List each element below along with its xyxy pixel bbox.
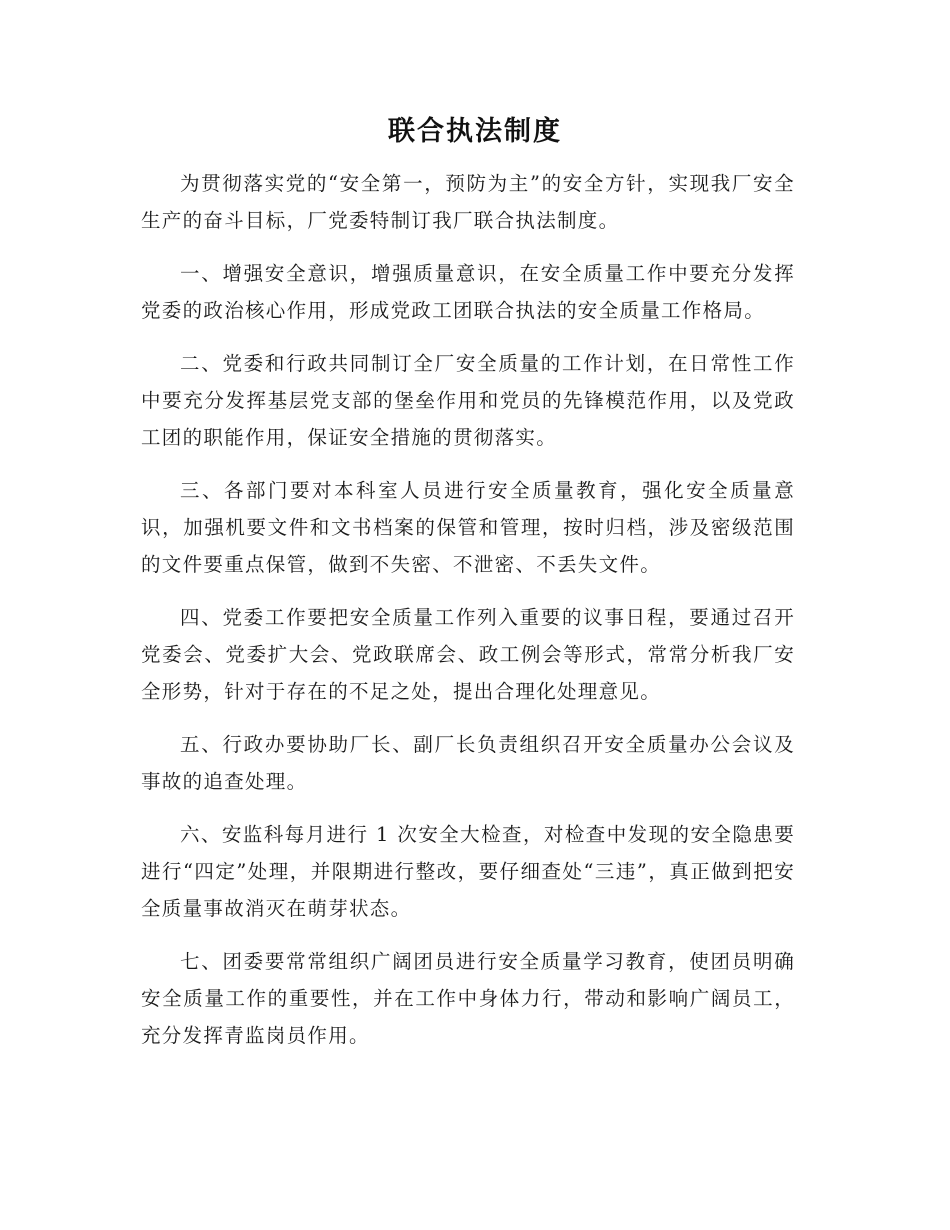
paragraph-item-4: 四、党委工作要把安全质量工作列入重要的议事日程，要通过召开党委会、党委扩大会、党政联席会、政工例会等形式，常常分析我厂安全形势，针对于存在的不足之处，提出合理化处理意见。 (141, 606, 795, 703)
paragraph-item-6: 六、安监科每月进行 1 次安全大检查，对检查中发现的安全隐患要进行“四定”处理，并限期进行整改，要仔细查处“三违”，真正做到把安全质量事故消灭在萌芽状态。 (141, 823, 795, 920)
paragraph-item-3: 三、各部门要对本科室人员进行安全质量教育，强化安全质量意识，加强机要文件和文书档案的保管和管理，按时归档，涉及密级范围的文件要重点保管，做到不失密、不泄密、不丢失文件。 (141, 479, 795, 576)
document-body (141, 165, 795, 1070)
document-title: 联合执法制度 (388, 116, 562, 147)
paragraph-intro: 为贯彻落实党的“安全第一，预防为主”的安全方针，实现我厂安全生产的奋斗目标，厂党委特制订我厂联合执法制度。 (141, 172, 795, 232)
paragraph-item-5: 五、行政办要协助厂长、副厂长负责组织召开安全质量办公会议及事故的追查处理。 (141, 733, 795, 793)
paragraph-item-2: 二、党委和行政共同制订全厂安全质量的工作计划，在日常性工作中要充分发挥基层党支部的堡垒作用和党员的先锋模范作用，以及党政工团的职能作用，保证安全措施的贯彻落实。 (141, 352, 795, 449)
paragraph-item-1: 一、增强安全意识，增强质量意识，在安全质量工作中要充分发挥党委的政治核心作用，形成党政工团联合执法的安全质量工作格局。 (141, 262, 795, 322)
paragraph-item-7: 七、团委要常常组织广阔团员进行安全质量学习教育，使团员明确安全质量工作的重要性，并在工作中身体力行，带动和影响广阔员工，充分发挥青监岗员作用。 (141, 950, 795, 1047)
